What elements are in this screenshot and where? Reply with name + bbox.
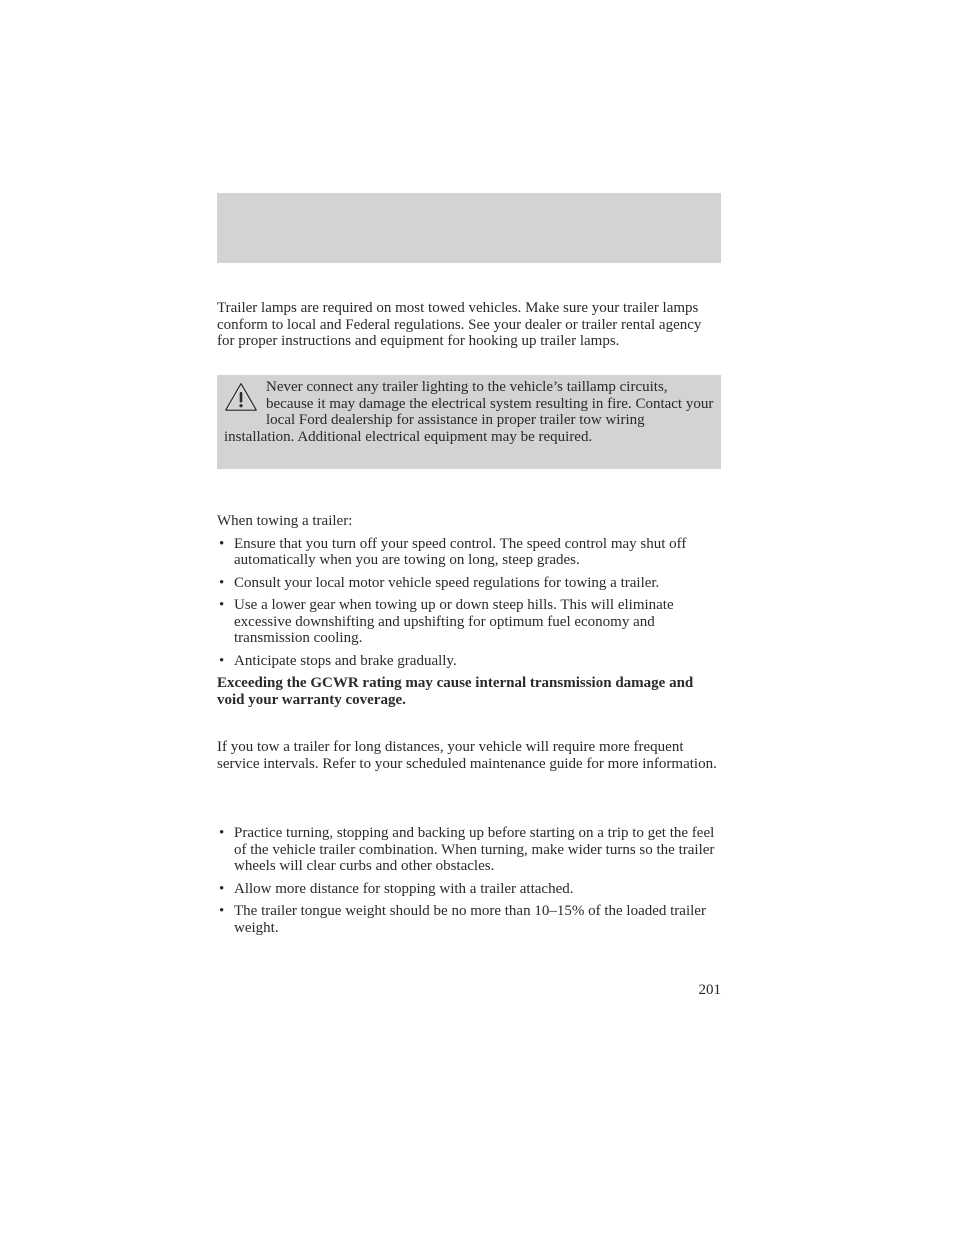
tips-bullets — [217, 825, 721, 936]
list-item: • Practice turning, stopping and backing up before starting on a trip to get the feel of the vehicle trailer combination. When turning, make wider turns so the trailer wheels will clear curbs and other obstacles. — [217, 825, 721, 875]
list-item: • Ensure that you turn off your speed control. The speed control may shut off automatically when you are towing on long, steep grades. — [217, 536, 721, 569]
list-item: • Allow more distance for stopping with a trailer attached. — [217, 881, 721, 898]
intro-paragraph: Trailer lamps are required on most towed vehicles. Make sure your trailer lamps conform to local and Federal regulations. See your dealer or trailer rental agency for proper instructions and equipment for hooking up trailer lamps. — [217, 300, 702, 349]
warning-triangle-icon — [224, 382, 258, 412]
trailer-lamps-section — [217, 300, 721, 350]
warning-text: Never connect any trailer lighting to the vehicle’s taillamp circuits, because it may damage the electrical system resulting in fire. Contact your local Ford dealership for assistance in proper trailer tow wiring installation. Additional electrical equipment may be required. — [224, 379, 714, 445]
gcwr-warning-note: Exceeding the GCWR rating may cause internal transmission damage and void your warranty coverage. — [217, 675, 694, 708]
warning-box — [217, 375, 721, 469]
list-item: • Use a lower gear when towing up or down steep hills. This will eliminate excessive downshifting and upshifting for optimum fuel economy and transmission cooling. — [217, 597, 721, 647]
towing-section — [217, 513, 721, 708]
towing-lead: When towing a trailer: — [217, 513, 353, 529]
page-number: 201 — [698, 982, 721, 998]
list-item: • The trailer tongue weight should be no more than 10–15% of the loaded trailer weight. — [217, 903, 721, 936]
header-band — [217, 193, 721, 263]
list-item: • Anticipate stops and brake gradually. — [217, 653, 721, 670]
service-paragraph: If you tow a trailer for long distances, your vehicle will require more frequent service intervals. Refer to your scheduled maintenance guide for more information. — [217, 739, 717, 772]
tips-section — [217, 825, 721, 942]
towing-bullets — [217, 536, 721, 670]
service-section — [217, 739, 721, 772]
list-item: • Consult your local motor vehicle speed regulations for towing a trailer. — [217, 575, 721, 592]
